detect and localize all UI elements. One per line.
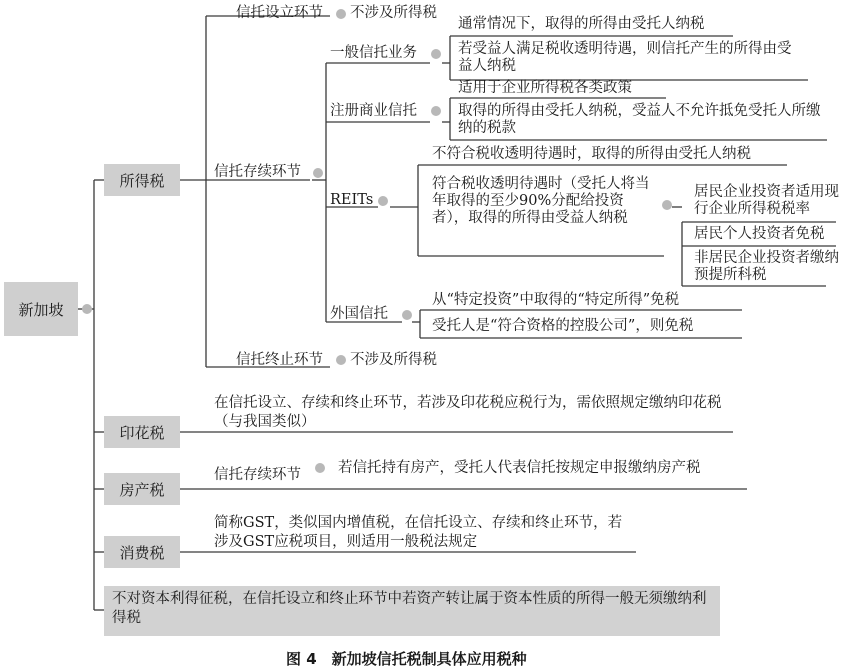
reits-investor-3: 非居民企业投资者缴纳预提所科税 <box>694 250 839 283</box>
reits-dot <box>378 196 388 206</box>
termination-stage: 信托终止环节 <box>236 352 323 368</box>
reits-investor-1: 居民企业投资者适用现行企业所得税税率 <box>694 184 839 217</box>
reits-label: REITs <box>330 192 374 208</box>
general-trust-label: 一般信托业务 <box>330 45 417 61</box>
reits-transparent: 符合税收透明待遇时（受托人将当年取得的至少90%分配给投资者），取得的所得由受益人纳税 <box>432 176 650 226</box>
income-tax-label: 所得税 <box>119 171 165 190</box>
root-connector-dot <box>82 304 92 314</box>
property-tax-stage: 信托存续环节 <box>214 467 301 483</box>
general-item-2: 若受益人满足税收透明待遇，则信托产生的所得由受益人纳税 <box>458 41 792 74</box>
stamp-tax-node <box>104 416 180 448</box>
property-tax-label: 房产税 <box>119 480 165 499</box>
property-tax-note: 若信托持有房产，受托人代表信托按规定申报缴纳房产税 <box>338 460 701 476</box>
consumption-tax-node <box>104 536 180 568</box>
income-tax-node <box>104 164 180 196</box>
general-trust-dot <box>431 49 441 59</box>
reits-transparent-dot <box>662 200 672 210</box>
establishment-note: 不涉及所得税 <box>350 5 437 21</box>
general-item-1: 通常情况下，取得的所得由受托人纳税 <box>458 16 705 32</box>
continuation-dot <box>313 168 323 178</box>
foreign-item-1: 从“特定投资”中取得的“特定所得”免税 <box>432 292 680 308</box>
root-node <box>4 282 78 336</box>
registered-trust-dot <box>431 106 441 116</box>
registered-trust-label: 注册商业信托 <box>330 103 417 119</box>
stamp-tax-label: 印花税 <box>119 423 165 442</box>
reits-investor-2: 居民个人投资者免税 <box>694 226 825 242</box>
foreign-trust-dot <box>402 310 412 320</box>
consumption-tax-note: 简称GST，类似国内增值税，在信托设立、存续和终止环节，若涉及GST应税项目，则适用一般税法规定 <box>214 515 623 550</box>
establishment-label: 信托设立环节 <box>236 5 323 21</box>
establishment-stage <box>236 5 323 22</box>
establishment-dot <box>336 9 346 19</box>
root-label: 新加坡 <box>18 300 64 319</box>
foreign-item-2: 受托人是“符合资格的控股公司”，则免税 <box>432 318 694 334</box>
registered-item-2: 取得的所得由受托人纳税，受益人不允许抵免受托人所缴纳的税款 <box>458 103 821 136</box>
reits-not-transparent: 不符合税收透明待遇时，取得的所得由受托人纳税 <box>432 146 751 162</box>
consumption-tax-label: 消费税 <box>119 543 165 562</box>
capital-gains-note: 不对资本利得征税，在信托设立和终止环节中若资产转让属于资本性质的所得一般无须缴纳利得税 <box>104 586 720 636</box>
foreign-trust-label: 外国信托 <box>330 306 388 322</box>
figure-caption: 图 4 新加坡信托税制具体应用税种 <box>286 650 527 668</box>
termination-dot <box>336 355 346 365</box>
registered-item-1: 适用于企业所得税各类政策 <box>458 80 632 96</box>
continuation-stage: 信托存续环节 <box>214 164 301 180</box>
property-tax-node <box>104 473 180 505</box>
property-tax-dot <box>315 463 325 473</box>
stamp-tax-note: 在信托设立、存续和终止环节，若涉及印花税应税行为，需依照规定缴纳印花税（与我国类似） <box>214 395 722 430</box>
termination-note: 不涉及所得税 <box>350 352 437 368</box>
